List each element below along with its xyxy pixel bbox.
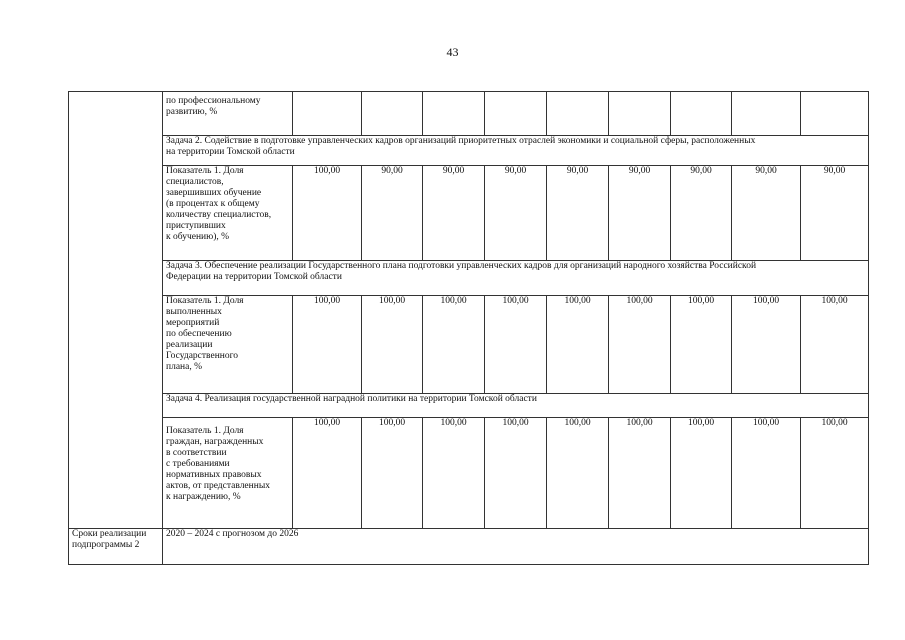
indicator-3-value: 100,00 xyxy=(362,296,423,394)
program-table xyxy=(68,91,869,565)
indicator-2-value: 90,00 xyxy=(423,166,485,261)
task-row xyxy=(69,261,869,296)
indicator-4-value: 100,00 xyxy=(801,418,869,529)
deadline-row xyxy=(69,529,869,565)
indicator-2-value: 90,00 xyxy=(609,166,671,261)
indicator-2-value: 90,00 xyxy=(485,166,547,261)
indicator-2-value: 90,00 xyxy=(362,166,423,261)
indicator-3-value: 100,00 xyxy=(423,296,485,394)
indicator-row xyxy=(69,296,869,394)
value-cell xyxy=(732,92,801,136)
value-cell xyxy=(609,92,671,136)
indicator-2-value: 100,00 xyxy=(293,166,362,261)
indicator-3-value: 100,00 xyxy=(732,296,801,394)
deadline-label: Сроки реализации подпрограммы 2 xyxy=(69,529,163,565)
indicator-4-value: 100,00 xyxy=(671,418,732,529)
value-cell xyxy=(801,92,869,136)
indicator-3-label: Показатель 1. Доля выполненных мероприятий по обеспечению реализации Государственного плана, % xyxy=(163,296,293,394)
indicator-continuation: по профессиональному развитию, % xyxy=(163,92,293,136)
value-cell xyxy=(362,92,423,136)
task-row xyxy=(69,136,869,166)
indicator-4-value: 100,00 xyxy=(423,418,485,529)
indicator-2-value: 90,00 xyxy=(547,166,609,261)
indicator-3-value: 100,00 xyxy=(609,296,671,394)
indicator-row xyxy=(69,166,869,261)
indicator-2-value: 90,00 xyxy=(732,166,801,261)
indicator-3-value: 100,00 xyxy=(671,296,732,394)
value-cell xyxy=(293,92,362,136)
indicator-4-value: 100,00 xyxy=(732,418,801,529)
indicator-3-value: 100,00 xyxy=(801,296,869,394)
indicator-4-value: 100,00 xyxy=(609,418,671,529)
indicator-3-value: 100,00 xyxy=(293,296,362,394)
indicator-2-label: Показатель 1. Доля специалистов, завершивших обучение (в процентах к общему количеству специалистов, приступивших к обучению), % xyxy=(163,166,293,261)
indicator-2-value: 90,00 xyxy=(671,166,732,261)
indicator-row xyxy=(69,418,869,529)
value-cell xyxy=(671,92,732,136)
value-cell xyxy=(423,92,485,136)
indicator-4-value: 100,00 xyxy=(293,418,362,529)
value-cell xyxy=(485,92,547,136)
indicator-3-value: 100,00 xyxy=(547,296,609,394)
left-label-cell xyxy=(69,92,163,529)
indicator-2-value: 90,00 xyxy=(801,166,869,261)
page-number: 43 xyxy=(446,45,459,59)
table-row xyxy=(69,92,869,136)
deadline-value: 2020 – 2024 с прогнозом до 2026 xyxy=(163,529,869,565)
indicator-4-label: Показатель 1. Доля граждан, награжденных в соответствии с требованиями нормативных правовых актов, от представленных к награждению, % xyxy=(163,418,293,529)
indicator-3-value: 100,00 xyxy=(485,296,547,394)
task-2-text: Задача 2. Содействие в подготовке управленческих кадров организаций приоритетных отраслей экономики и социальной сферы, расположенных на территории Томской области xyxy=(163,136,869,166)
indicator-4-value: 100,00 xyxy=(362,418,423,529)
task-4-text: Задача 4. Реализация государственной наградной политики на территории Томской области xyxy=(163,394,869,418)
indicator-4-value: 100,00 xyxy=(547,418,609,529)
task-3-text: Задача 3. Обеспечение реализации Государственного плана подготовки управленческих кадров для организаций народного хозяйства Российской Федерации на территории Томской области xyxy=(163,261,869,296)
indicator-4-value: 100,00 xyxy=(485,418,547,529)
task-row xyxy=(69,394,869,418)
value-cell xyxy=(547,92,609,136)
